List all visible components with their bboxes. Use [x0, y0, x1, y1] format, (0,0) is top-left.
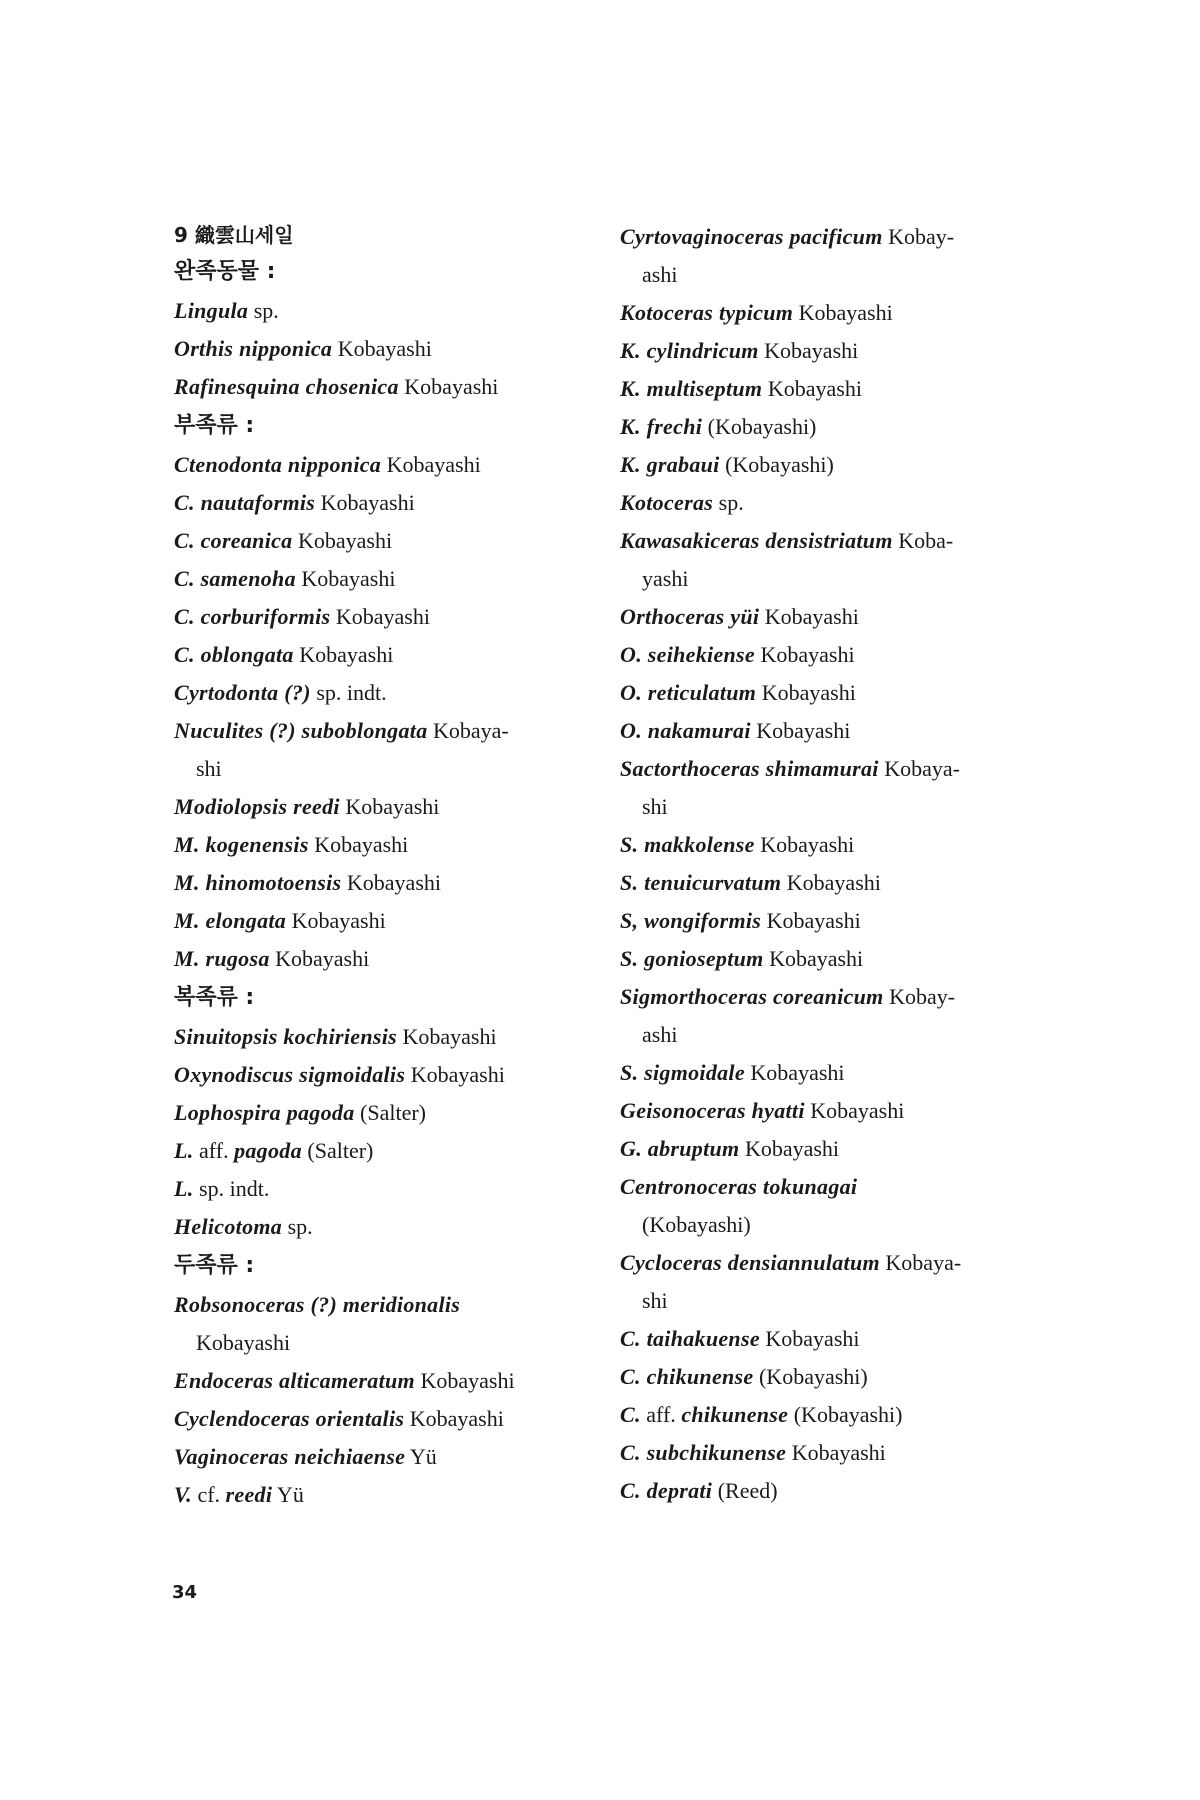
author-text: sp. indt.	[310, 680, 387, 705]
author-text: aff.	[193, 1138, 235, 1163]
species-entry	[620, 1130, 1040, 1168]
species-entry	[620, 674, 1040, 712]
species-name: C. taihakuense	[620, 1326, 760, 1351]
author-text: Kobayashi	[332, 336, 432, 361]
species-name: O. reticulatum	[620, 680, 757, 705]
species-entry	[620, 446, 1040, 484]
species-name: Cycloceras densiannulatum	[620, 1250, 880, 1275]
author-text: Kobayashi	[761, 908, 861, 933]
author-text: Kobayashi	[292, 528, 393, 553]
species-name: Robsonoceras (?) meridionalis	[174, 1292, 461, 1317]
species-name: K. multiseptum	[620, 376, 763, 401]
author-text: Kobayashi	[763, 946, 864, 971]
species-name: V.	[174, 1482, 192, 1507]
species-name: Endoceras alticameratum	[174, 1368, 415, 1393]
species-entry	[174, 1170, 594, 1208]
author-text: Kobayashi	[781, 870, 881, 895]
author-text: Kobayashi	[269, 946, 370, 971]
species-entry	[174, 560, 594, 598]
species-entry	[174, 446, 594, 484]
author-text: Kobayashi	[339, 794, 440, 819]
author-text: Kobayashi	[397, 1024, 497, 1049]
species-entry	[174, 636, 594, 674]
author-text: shi	[642, 1288, 668, 1313]
author-text: Kobayashi	[759, 1326, 860, 1351]
author-text: (Kobayashi)	[753, 1364, 868, 1389]
species-entry	[620, 294, 1040, 332]
species-name: reedi	[225, 1482, 273, 1507]
species-entry-continuation	[174, 750, 594, 788]
species-entry	[620, 978, 1040, 1016]
species-entry	[620, 1434, 1040, 1472]
species-entry	[174, 484, 594, 522]
author-text: Kobay-	[883, 984, 956, 1009]
species-name: chikunense	[681, 1402, 789, 1427]
author-text: sp.	[282, 1214, 313, 1239]
author-text: Kobayashi	[286, 908, 386, 933]
species-entry	[620, 598, 1040, 636]
author-text: (Salter)	[301, 1138, 374, 1163]
author-text: Kobaya-	[879, 1250, 962, 1275]
species-name: Cyclendoceras orientalis	[174, 1406, 405, 1431]
species-name: S. sigmoidale	[620, 1060, 745, 1085]
author-text: yashi	[642, 566, 689, 591]
species-entry	[620, 1396, 1040, 1434]
author-text: shi	[642, 794, 668, 819]
species-entry-continuation	[620, 1282, 1040, 1320]
species-name: G. abruptum	[620, 1136, 740, 1161]
species-name: Lingula	[174, 298, 249, 323]
species-entry-continuation	[620, 788, 1040, 826]
species-name: Helicotoma	[174, 1214, 283, 1239]
species-entry-continuation	[620, 256, 1040, 294]
author-text: Kobayashi	[750, 718, 851, 743]
author-text: (Kobayashi)	[642, 1212, 751, 1237]
author-text: Kobaya-	[878, 756, 960, 781]
species-entry	[174, 522, 594, 560]
species-name: Sactorthoceras shimamurai	[620, 756, 879, 781]
species-entry	[174, 1286, 594, 1324]
right-species-list	[620, 218, 1040, 1510]
species-entry	[620, 826, 1040, 864]
species-entry	[620, 332, 1040, 370]
species-name: Kawasakiceras densistriatum	[620, 528, 893, 553]
species-name: M. elongata	[174, 908, 287, 933]
species-name: Modiolopsis reedi	[174, 794, 340, 819]
author-text: (Kobayashi)	[719, 452, 834, 477]
species-name: C. corburiformis	[174, 604, 331, 629]
species-entry	[620, 408, 1040, 446]
author-text: Kobayashi	[405, 1062, 505, 1087]
author-text: Kobayashi	[754, 642, 855, 667]
species-entry	[174, 902, 594, 940]
author-text: Kobayashi	[756, 680, 856, 705]
author-text: ashi	[642, 262, 678, 287]
taxon-group-heading: 부족류 :	[174, 413, 255, 438]
species-name: K. frechi	[620, 414, 703, 439]
species-name: C. deprati	[620, 1478, 713, 1503]
species-entry	[174, 1132, 594, 1170]
species-entry	[620, 1358, 1040, 1396]
species-entry	[620, 1320, 1040, 1358]
species-name: Lophospira pagoda	[174, 1100, 355, 1125]
species-name: S. makkolense	[620, 832, 755, 857]
author-text: Kobayashi	[793, 300, 893, 325]
species-entry	[174, 1476, 594, 1514]
species-entry	[174, 1362, 594, 1400]
species-name: Vaginoceras neichiaense	[174, 1444, 406, 1469]
page-number: 34	[172, 1582, 198, 1603]
species-entry	[174, 826, 594, 864]
species-name: C. coreanica	[174, 528, 293, 553]
author-text: Kobayashi	[341, 870, 441, 895]
species-name: Orthoceras yüi	[620, 604, 760, 629]
species-name: C.	[620, 1402, 641, 1427]
author-text: Kobayashi	[414, 1368, 515, 1393]
author-text: sp.	[248, 298, 279, 323]
species-entry	[620, 864, 1040, 902]
species-name: Kotoceras	[620, 490, 714, 515]
author-text: Kobay-	[882, 224, 955, 249]
species-name: Orthis nipponica	[174, 336, 333, 361]
section-heading: 9 織雲山세일	[174, 223, 294, 247]
author-text: Kobayashi	[759, 604, 859, 629]
author-text: Kobayashi	[315, 490, 415, 515]
author-text: Kobayashi	[381, 452, 481, 477]
author-text: Kobayashi	[308, 832, 409, 857]
species-name: C. oblongata	[174, 642, 294, 667]
author-text: Kobayashi	[804, 1098, 905, 1123]
author-text: sp. indt.	[193, 1176, 270, 1201]
species-entry-continuation	[620, 560, 1040, 598]
author-text: Kobayashi	[758, 338, 859, 363]
species-name: K. grabaui	[620, 452, 720, 477]
right-column	[620, 218, 1040, 1510]
species-name: Geisonoceras hyatti	[620, 1098, 805, 1123]
species-name: C. subchikunense	[620, 1440, 787, 1465]
species-name: Cyrtovaginoceras pacificum	[620, 224, 883, 249]
species-entry	[620, 484, 1040, 522]
species-name: S, wongiformis	[620, 908, 762, 933]
author-text: Koba-	[892, 528, 954, 553]
author-text: Kobayashi	[786, 1440, 886, 1465]
species-name: Nuculites (?) suboblongata	[174, 718, 428, 743]
species-name: pagoda	[234, 1138, 302, 1163]
species-entry	[620, 370, 1040, 408]
species-name: M. hinomotoensis	[174, 870, 342, 895]
species-name: Centronoceras tokunagai	[620, 1174, 858, 1199]
author-text: sp.	[713, 490, 744, 515]
left-column	[174, 218, 594, 1514]
species-entry	[174, 1400, 594, 1438]
species-name: O. nakamurai	[620, 718, 751, 743]
species-name: Sinuitopsis kochiriensis	[174, 1024, 397, 1049]
author-text: (Kobayashi)	[702, 414, 817, 439]
species-entry	[174, 1056, 594, 1094]
species-entry	[174, 292, 594, 330]
species-entry	[174, 712, 594, 750]
species-entry	[174, 1208, 594, 1246]
species-entry	[174, 598, 594, 636]
author-text: Kobayashi	[398, 374, 499, 399]
author-text: Kobaya-	[427, 718, 509, 743]
species-name: M. kogenensis	[174, 832, 309, 857]
author-text: Kobayashi	[330, 604, 430, 629]
species-entry	[174, 368, 594, 406]
author-text: Kobayashi	[744, 1060, 845, 1085]
species-entry	[174, 674, 594, 712]
author-text: Kobayashi	[293, 642, 394, 667]
author-text: Yü	[405, 1444, 437, 1469]
author-text: Kobayashi	[404, 1406, 504, 1431]
species-entry	[620, 712, 1040, 750]
species-entry	[620, 1244, 1040, 1282]
author-text: Kobayashi	[762, 376, 862, 401]
species-entry-continuation	[620, 1016, 1040, 1054]
species-entry	[620, 522, 1040, 560]
species-name: Sigmorthoceras coreanicum	[620, 984, 884, 1009]
species-name: S. gonioseptum	[620, 946, 764, 971]
left-species-list	[174, 252, 594, 1514]
species-entry	[174, 1438, 594, 1476]
species-entry	[174, 940, 594, 978]
species-entry-continuation	[174, 1324, 594, 1362]
taxon-group-heading: 두족류 :	[174, 1253, 255, 1278]
species-name: K. cylindricum	[620, 338, 759, 363]
species-name: S. tenuicurvatum	[620, 870, 782, 895]
species-entry	[620, 940, 1040, 978]
species-name: Oxynodiscus sigmoidalis	[174, 1062, 406, 1087]
taxon-group-heading: 복족류 :	[174, 985, 255, 1010]
species-entry	[174, 788, 594, 826]
species-entry	[620, 1168, 1040, 1206]
species-entry	[620, 1472, 1040, 1510]
species-name: C. samenoha	[174, 566, 296, 591]
author-text: shi	[196, 756, 222, 781]
species-name: Rafinesquina chosenica	[174, 374, 399, 399]
author-text: Kobayashi	[295, 566, 396, 591]
species-name: L.	[174, 1138, 194, 1163]
author-text: (Kobayashi)	[788, 1402, 903, 1427]
author-text: (Reed)	[712, 1478, 778, 1503]
author-text: (Salter)	[354, 1100, 426, 1125]
species-name: C. chikunense	[620, 1364, 754, 1389]
species-name: Ctenodonta nipponica	[174, 452, 382, 477]
species-name: Cyrtodonta (?)	[174, 680, 311, 705]
species-entry	[174, 330, 594, 368]
species-entry	[174, 1018, 594, 1056]
species-entry	[620, 218, 1040, 256]
author-text: aff.	[640, 1402, 682, 1427]
species-name: C. nautaformis	[174, 490, 316, 515]
species-entry	[620, 636, 1040, 674]
species-name: M. rugosa	[174, 946, 270, 971]
taxon-group-heading: 완족동물 :	[174, 259, 276, 284]
species-entry	[174, 864, 594, 902]
species-entry	[620, 750, 1040, 788]
author-text: Kobayashi	[196, 1330, 291, 1355]
species-entry	[620, 1054, 1040, 1092]
species-name: Kotoceras typicum	[620, 300, 794, 325]
author-text: cf.	[191, 1482, 226, 1507]
author-text: ashi	[642, 1022, 678, 1047]
species-entry	[620, 1092, 1040, 1130]
species-entry	[620, 902, 1040, 940]
author-text: Yü	[272, 1482, 304, 1507]
species-name: O. seihekiense	[620, 642, 755, 667]
species-entry-continuation	[620, 1206, 1040, 1244]
author-text: Kobayashi	[754, 832, 855, 857]
species-entry	[174, 1094, 594, 1132]
species-name: L.	[174, 1176, 194, 1201]
author-text: Kobayashi	[739, 1136, 840, 1161]
